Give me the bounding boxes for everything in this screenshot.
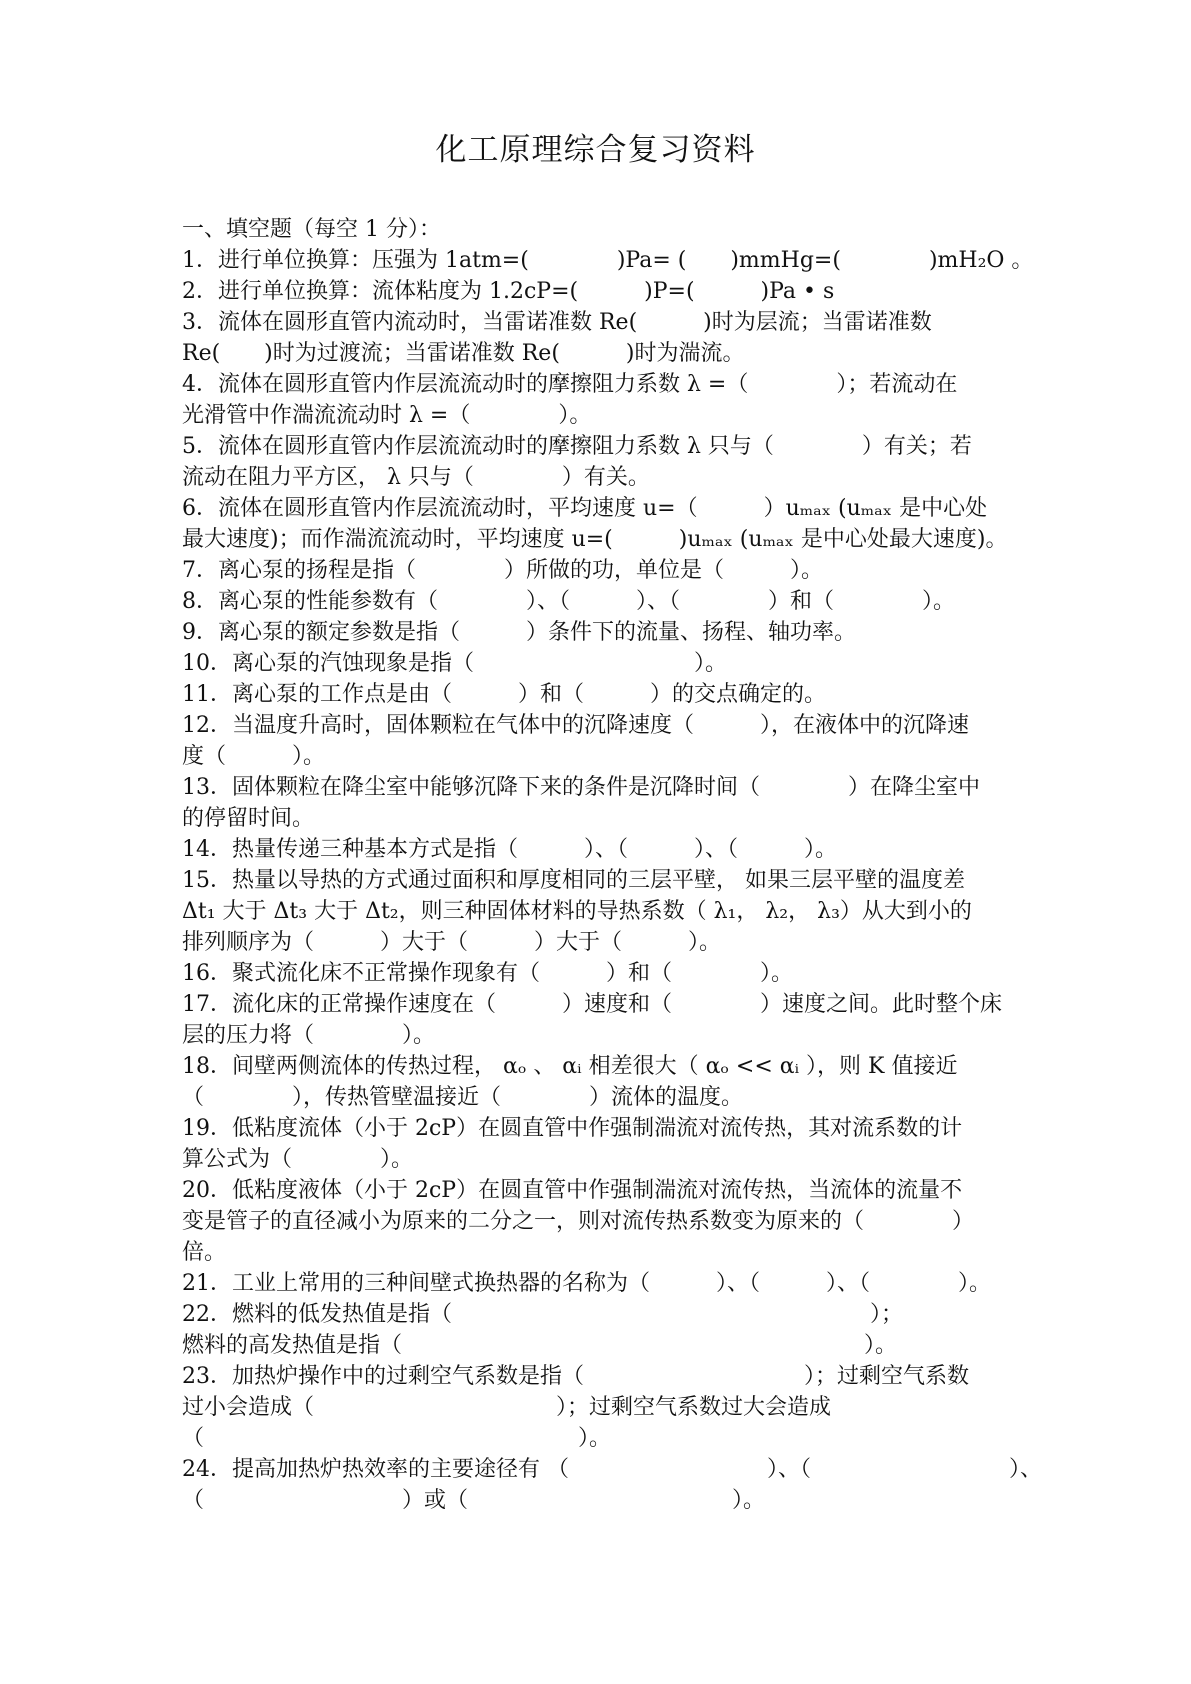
question-line: 度（ ）。 [182, 744, 326, 769]
question-line: 9．离心泵的额定参数是指（ ）条件下的流量、扬程、轴功率。 [182, 620, 856, 645]
question-line: 光滑管中作湍流流动时 λ =（ ）。 [182, 403, 592, 428]
question-line: 7．离心泵的扬程是指（ ）所做的功，单位是（ ）。 [182, 558, 823, 583]
question-line: （ ）或（ ）。 [182, 1488, 766, 1513]
question-line: （ ）。 [182, 1426, 612, 1451]
question-line: 流动在阻力平方区， λ 只与（ ）有关。 [182, 465, 650, 490]
question-line: 过小会造成（ ）；过剩空气系数过大会造成 [182, 1395, 832, 1420]
question-line: 燃料的高发热值是指（ ）。 [182, 1333, 898, 1358]
question-line: 13．固体颗粒在降尘室中能够沉降下来的条件是沉降时间（ ）在降尘室中 [182, 775, 980, 800]
question-line: 18．间壁两侧流体的传热过程， αₒ 、 αᵢ 相差很大（ αₒ << αᵢ ），则 K 值接近 [182, 1054, 958, 1079]
question-line: Re( )时为过渡流；当雷诺准数 Re( )时为湍流。 [182, 341, 745, 366]
question-line: 最大速度)；而作湍流流动时，平均速度 u=( )uₘₐₓ (uₘₐₓ 是中心处最大速度)。 [182, 527, 1008, 552]
question-line: 17．流化床的正常操作速度在（ ）速度和（ ）速度之间。此时整个床 [182, 992, 1002, 1017]
question-line: 20．低粘度液体（小于 2cP）在圆直管中作强制湍流对流传热，当流体的流量不 [182, 1178, 963, 1203]
question-line: 8．离心泵的性能参数有（ ）、（ ）、（ ）和（ ）。 [182, 589, 955, 614]
question-line: 23．加热炉操作中的过剩空气系数是指（ ）；过剩空气系数 [182, 1364, 969, 1389]
question-line: 14．热量传递三种基本方式是指（ ）、（ ）、（ ）。 [182, 837, 837, 862]
question-line: 算公式为（ ）。 [182, 1147, 414, 1172]
question-line: 变是管子的直径减小为原来的二分之一，则对流传热系数变为原来的（ ） [182, 1209, 975, 1234]
question-line: 10．离心泵的汽蚀现象是指（ ）。 [182, 651, 727, 676]
document-body [182, 214, 1042, 1516]
question-line: 2．进行单位换算：流体粘度为 1.2cP=( )P=( )Pa • s [182, 279, 835, 304]
question-line: 12．当温度升高时，固体颗粒在气体中的沉降速度（ ），在液体中的沉降速 [182, 713, 969, 738]
question-line: 16．聚式流化床不正常操作现象有（ ）和（ ）。 [182, 961, 793, 986]
question-line: 22．燃料的低发热值是指（ ）； [182, 1302, 903, 1327]
question-line: 排列顺序为（ ）大于（ ）大于（ ）。 [182, 930, 722, 955]
question-line: 19．低粘度流体（小于 2cP）在圆直管中作强制湍流对流传热，其对流系数的计 [182, 1116, 963, 1141]
question-line: 层的压力将（ ）。 [182, 1023, 436, 1048]
question-line: 倍。 [182, 1240, 227, 1265]
question-line: 15．热量以导热的方式通过面积和厚度相同的三层平壁， 如果三层平壁的温度差 [182, 868, 965, 893]
document-title: 化工原理综合复习资料 [435, 132, 756, 168]
question-line: 6．流体在圆形直管内作层流流动时，平均速度 u=（ ）uₘₐₓ (uₘₐₓ 是中心处 [182, 496, 988, 521]
question-line: 11．离心泵的工作点是由（ ）和（ ）的交点确定的。 [182, 682, 826, 707]
question-line: 1．进行单位换算：压强为 1atm=( )Pa= ( )mmHg=( )mH₂O 。 [182, 248, 1034, 273]
question-line: 24．提高加热炉热效率的主要途径有 （ ）、（ ）、 [182, 1457, 1042, 1482]
question-line: （ ），传热管壁温接近（ ）流体的温度。 [182, 1085, 744, 1110]
question-line: 的停留时间。 [182, 806, 315, 831]
section-heading: 一、填空题（每空 1 分）： [182, 217, 441, 242]
question-line: Δt₁ 大于 Δt₃ 大于 Δt₂，则三种固体材料的导热系数（ λ₁， λ₂， λ₃）从大到小的 [182, 899, 972, 924]
question-line: 21．工业上常用的三种间壁式换热器的名称为（ ）、（ ）、（ ）。 [182, 1271, 991, 1296]
question-line: 5．流体在圆形直管内作层流流动时的摩擦阻力系数 λ 只与（ ）有关；若 [182, 434, 972, 459]
question-line: 4．流体在圆形直管内作层流流动时的摩擦阻力系数 λ =（ ）；若流动在 [182, 372, 958, 397]
question-line: 3．流体在圆形直管内流动时，当雷诺准数 Re( )时为层流；当雷诺准数 [182, 310, 932, 335]
